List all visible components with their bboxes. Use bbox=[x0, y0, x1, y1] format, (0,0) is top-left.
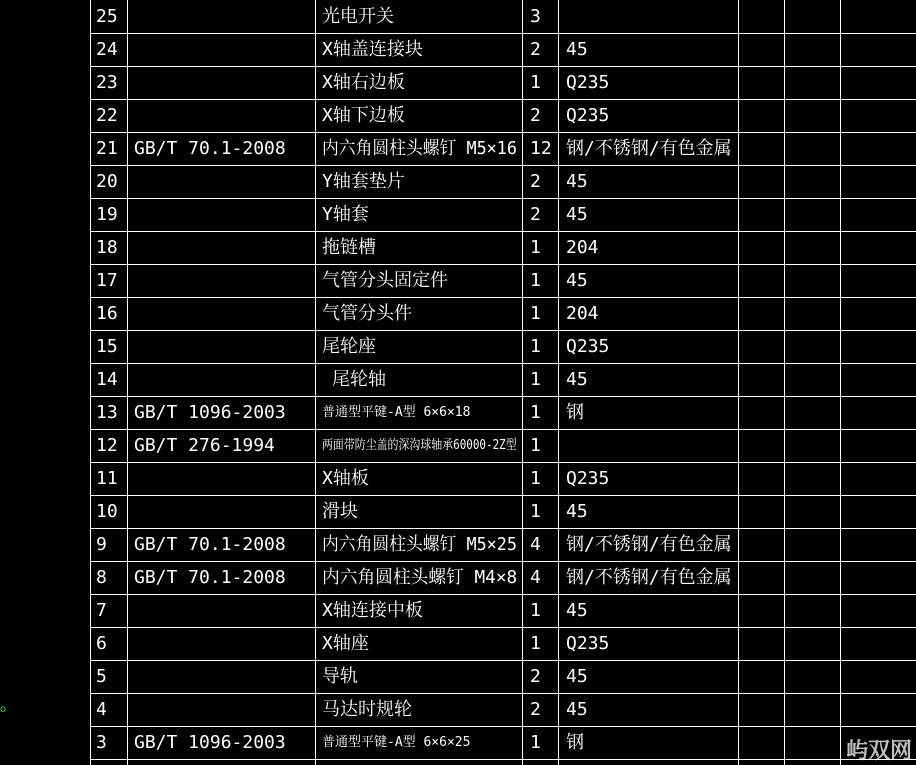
part-name-cell: X轴座 bbox=[322, 633, 369, 654]
grid-vertical-line bbox=[522, 0, 523, 765]
grid-horizontal-line bbox=[90, 297, 916, 298]
material-cell: Q235 bbox=[566, 336, 610, 357]
item-number-cell: 5 bbox=[96, 666, 107, 687]
standard-code-cell bbox=[134, 165, 314, 198]
grid-vertical-line bbox=[840, 0, 841, 765]
quantity-cell: 1 bbox=[530, 501, 541, 522]
quantity-cell: 2 bbox=[530, 699, 541, 720]
standard-code-cell: GB/T 276-1994 bbox=[134, 435, 275, 456]
standard-code-cell bbox=[134, 99, 314, 132]
standard-code-cell: GB/T 1096-2003 bbox=[134, 402, 286, 423]
item-number-cell: 7 bbox=[96, 600, 107, 621]
standard-code-cell bbox=[134, 330, 314, 363]
material-cell: 钢 bbox=[566, 402, 584, 423]
standard-code-cell bbox=[134, 495, 314, 528]
quantity-cell: 1 bbox=[530, 72, 541, 93]
quantity-cell: 2 bbox=[530, 105, 541, 126]
quantity-cell: 1 bbox=[530, 270, 541, 291]
table-row[interactable] bbox=[90, 33, 916, 66]
item-number-cell: 4 bbox=[96, 699, 107, 720]
part-name-cell: 尾轮座 bbox=[322, 336, 376, 357]
quantity-cell: 1 bbox=[530, 369, 541, 390]
item-number-cell: 3 bbox=[96, 732, 107, 753]
part-name-cell: 气管分头件 bbox=[322, 303, 412, 324]
standard-code-cell: GB/T 1096-2003 bbox=[134, 732, 286, 753]
item-number-cell: 11 bbox=[96, 468, 118, 489]
standard-code-cell bbox=[134, 231, 314, 264]
grid-horizontal-line bbox=[90, 165, 916, 166]
table-row[interactable] bbox=[90, 198, 916, 231]
table-row[interactable] bbox=[90, 330, 916, 363]
material-cell: 钢/不锈钢/有色金属 bbox=[566, 138, 732, 159]
table-row[interactable] bbox=[90, 462, 916, 495]
table-row[interactable] bbox=[90, 528, 916, 561]
grid-horizontal-line bbox=[90, 462, 916, 463]
part-name-cell: Y轴套 bbox=[322, 204, 369, 225]
quantity-cell: 1 bbox=[530, 303, 541, 324]
quantity-cell: 1 bbox=[530, 468, 541, 489]
table-row[interactable] bbox=[90, 363, 916, 396]
part-name-cell: X轴连接中板 bbox=[322, 600, 423, 621]
material-cell bbox=[566, 429, 736, 462]
table-row[interactable] bbox=[90, 495, 916, 528]
table-row[interactable] bbox=[90, 396, 916, 429]
part-name-cell: Y轴套垫片 bbox=[322, 171, 405, 192]
grid-horizontal-line bbox=[90, 99, 916, 100]
part-name-cell: 普通型平键-A型 6×6×25 bbox=[322, 735, 471, 750]
material-cell: Q235 bbox=[566, 105, 610, 126]
grid-horizontal-line bbox=[90, 33, 916, 34]
table-row[interactable] bbox=[90, 693, 916, 726]
grid-horizontal-line bbox=[90, 198, 916, 199]
part-name-cell: 内六角圆柱头螺钉 M5×25 bbox=[322, 534, 518, 555]
table-row[interactable] bbox=[90, 264, 916, 297]
material-cell: Q235 bbox=[566, 633, 610, 654]
standard-code-cell bbox=[134, 462, 314, 495]
grid-horizontal-line bbox=[90, 330, 916, 331]
table-row[interactable] bbox=[90, 297, 916, 330]
part-name-cell: X轴板 bbox=[322, 468, 369, 489]
part-name-cell: X轴下边板 bbox=[322, 105, 405, 126]
table-row[interactable] bbox=[90, 726, 916, 759]
part-name-cell: X轴盖连接块 bbox=[322, 39, 423, 60]
quantity-cell: 12 bbox=[530, 138, 552, 159]
item-number-cell: 21 bbox=[96, 138, 118, 159]
grid-horizontal-line bbox=[90, 627, 916, 628]
grid-horizontal-line bbox=[90, 594, 916, 595]
quantity-cell: 2 bbox=[530, 39, 541, 60]
table-row[interactable] bbox=[90, 165, 916, 198]
part-name-cell: 内六角圆柱头螺钉 M4×8 bbox=[322, 567, 518, 588]
standard-code-cell bbox=[134, 33, 314, 66]
part-name-cell: 马达时规轮 bbox=[322, 699, 412, 720]
quantity-cell: 2 bbox=[530, 171, 541, 192]
quantity-cell: 2 bbox=[530, 666, 541, 687]
grid-horizontal-line bbox=[90, 429, 916, 430]
quantity-cell: 1 bbox=[530, 336, 541, 357]
grid-horizontal-line bbox=[90, 231, 916, 232]
table-row[interactable] bbox=[90, 66, 916, 99]
grid-horizontal-line bbox=[90, 693, 916, 694]
quantity-cell: 4 bbox=[530, 567, 541, 588]
item-number-cell: 10 bbox=[96, 501, 118, 522]
item-number-cell: 12 bbox=[96, 435, 118, 456]
material-cell: 钢/不锈钢/有色金属 bbox=[566, 567, 732, 588]
standard-code-cell bbox=[134, 0, 314, 33]
standard-code-cell: GB/T 70.1-2008 bbox=[134, 534, 286, 555]
grid-horizontal-line bbox=[90, 561, 916, 562]
item-number-cell: 16 bbox=[96, 303, 118, 324]
material-cell: 45 bbox=[566, 369, 588, 390]
ucs-origin-marker: o bbox=[0, 704, 7, 715]
standard-code-cell bbox=[134, 264, 314, 297]
item-number-cell: 14 bbox=[96, 369, 118, 390]
standard-code-cell: GB/T 70.1-2008 bbox=[134, 138, 286, 159]
standard-code-cell bbox=[134, 297, 314, 330]
material-cell: 45 bbox=[566, 600, 588, 621]
bom-table bbox=[90, 0, 916, 765]
table-row[interactable] bbox=[90, 627, 916, 660]
grid-horizontal-line bbox=[90, 528, 916, 529]
part-name-cell: 尾轮轴 bbox=[332, 369, 386, 390]
grid-vertical-line bbox=[315, 0, 316, 765]
material-cell: Q235 bbox=[566, 468, 610, 489]
material-cell bbox=[566, 0, 736, 33]
material-cell: 45 bbox=[566, 699, 588, 720]
table-row[interactable] bbox=[90, 99, 916, 132]
item-number-cell: 15 bbox=[96, 336, 118, 357]
item-number-cell: 17 bbox=[96, 270, 118, 291]
quantity-cell: 1 bbox=[530, 402, 541, 423]
item-number-cell: 25 bbox=[96, 6, 118, 27]
grid-horizontal-line bbox=[90, 363, 916, 364]
quantity-cell: 1 bbox=[530, 600, 541, 621]
item-number-cell: 24 bbox=[96, 39, 118, 60]
standard-code-cell bbox=[134, 66, 314, 99]
standard-code-cell bbox=[134, 660, 314, 693]
table-row[interactable] bbox=[90, 0, 916, 33]
table-row[interactable] bbox=[90, 660, 916, 693]
grid-horizontal-line bbox=[90, 396, 916, 397]
grid-vertical-line bbox=[784, 0, 785, 765]
item-number-cell: 13 bbox=[96, 402, 118, 423]
standard-code-cell bbox=[134, 198, 314, 231]
material-cell: 45 bbox=[566, 666, 588, 687]
grid-horizontal-line bbox=[90, 660, 916, 661]
part-name-cell: X轴右边板 bbox=[322, 72, 405, 93]
quantity-cell: 2 bbox=[530, 204, 541, 225]
item-number-cell: 22 bbox=[96, 105, 118, 126]
material-cell: Q235 bbox=[566, 72, 610, 93]
standard-code-cell: GB/T 70.1-2008 bbox=[134, 567, 286, 588]
material-cell: 45 bbox=[566, 171, 588, 192]
grid-vertical-line bbox=[738, 0, 739, 765]
quantity-cell: 1 bbox=[530, 237, 541, 258]
grid-horizontal-line bbox=[90, 495, 916, 496]
grid-vertical-line bbox=[90, 0, 91, 765]
part-name-cell: 导轨 bbox=[322, 666, 358, 687]
item-number-cell: 6 bbox=[96, 633, 107, 654]
item-number-cell: 20 bbox=[96, 171, 118, 192]
part-name-cell: 光电开关 bbox=[322, 6, 394, 27]
item-number-cell: 23 bbox=[96, 72, 118, 93]
table-row[interactable] bbox=[90, 594, 916, 627]
standard-code-cell bbox=[134, 594, 314, 627]
part-name-cell: 内六角圆柱头螺钉 M5×16 bbox=[322, 138, 518, 159]
material-cell: 45 bbox=[566, 270, 588, 291]
grid-vertical-line bbox=[127, 0, 128, 765]
part-name-cell: 滑块 bbox=[322, 501, 358, 522]
table-row[interactable] bbox=[90, 132, 916, 165]
material-cell: 204 bbox=[566, 237, 599, 258]
material-cell: 45 bbox=[566, 39, 588, 60]
standard-code-cell bbox=[134, 693, 314, 726]
grid-horizontal-line bbox=[90, 66, 916, 67]
part-name-cell: 气管分头固定件 bbox=[322, 270, 448, 291]
part-name-cell: 两面带防尘盖的深沟球轴承60000-2Z型 bbox=[322, 438, 517, 453]
quantity-cell: 1 bbox=[530, 732, 541, 753]
quantity-cell: 4 bbox=[530, 534, 541, 555]
material-cell: 45 bbox=[566, 204, 588, 225]
quantity-cell: 3 bbox=[530, 6, 541, 27]
watermark-logo: 屿双网 bbox=[845, 739, 912, 764]
item-number-cell: 19 bbox=[96, 204, 118, 225]
material-cell: 45 bbox=[566, 501, 588, 522]
quantity-cell: 1 bbox=[530, 435, 541, 456]
grid-horizontal-line bbox=[90, 132, 916, 133]
material-cell: 钢 bbox=[566, 732, 584, 753]
table-row[interactable] bbox=[90, 231, 916, 264]
part-name-cell: 拖链槽 bbox=[322, 237, 376, 258]
item-number-cell: 8 bbox=[96, 567, 107, 588]
grid-horizontal-line bbox=[90, 759, 916, 760]
grid-vertical-line bbox=[558, 0, 559, 765]
item-number-cell: 9 bbox=[96, 534, 107, 555]
grid-horizontal-line bbox=[90, 726, 916, 727]
table-row[interactable] bbox=[90, 561, 916, 594]
material-cell: 204 bbox=[566, 303, 599, 324]
table-row[interactable] bbox=[90, 429, 916, 462]
quantity-cell: 1 bbox=[530, 633, 541, 654]
standard-code-cell bbox=[134, 363, 314, 396]
material-cell: 钢/不锈钢/有色金属 bbox=[566, 534, 732, 555]
grid-horizontal-line bbox=[90, 264, 916, 265]
part-name-cell: 普通型平键-A型 6×6×18 bbox=[322, 405, 471, 420]
item-number-cell: 18 bbox=[96, 237, 118, 258]
standard-code-cell bbox=[134, 627, 314, 660]
